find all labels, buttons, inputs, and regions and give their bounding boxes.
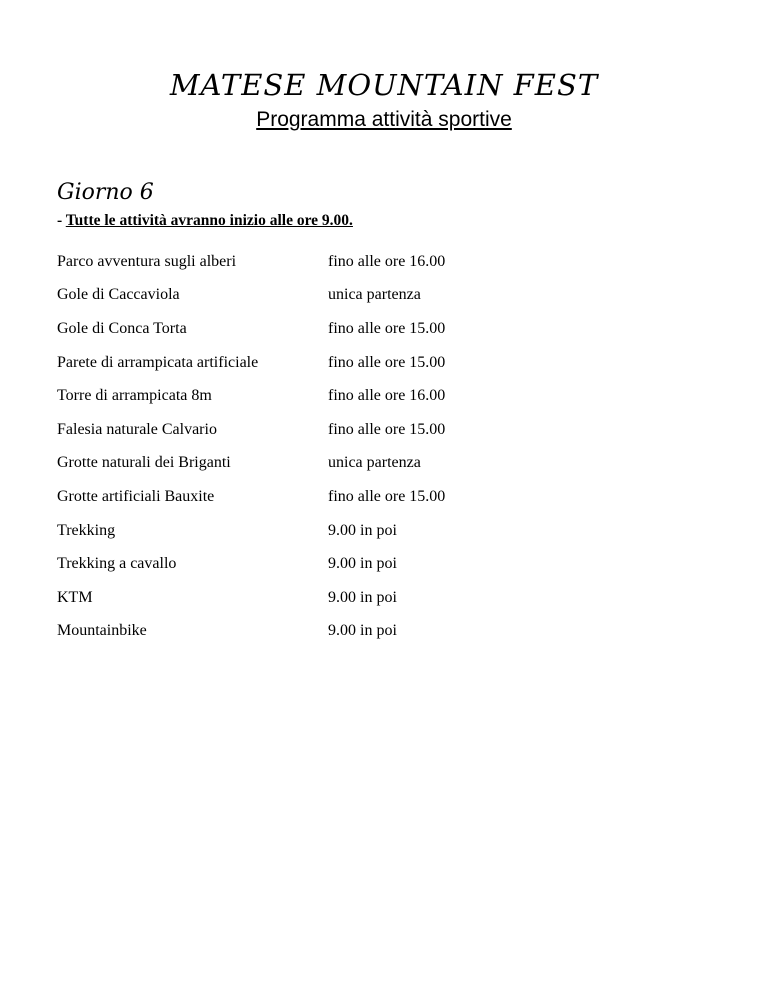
- activity-time: fino alle ore 16.00: [328, 252, 446, 270]
- activity-time: fino alle ore 16.00: [328, 387, 446, 405]
- notice-text: Tutte le attività avranno inizio alle ore 9.00.: [65, 212, 353, 229]
- activity-name: Trekking a cavallo: [57, 555, 177, 573]
- day-heading: Giorno 6: [57, 180, 154, 205]
- schedule-row: [57, 447, 557, 481]
- activity-name: Parete di arrampicata artificiale: [57, 353, 259, 371]
- activity-name: Gole di Conca Torta: [57, 319, 187, 337]
- activity-time: fino alle ore 15.00: [328, 487, 446, 505]
- schedule-row: [57, 547, 557, 581]
- activity-time: 9.00 in poi: [328, 622, 397, 640]
- activity-name: Torre di arrampicata 8m: [57, 387, 212, 405]
- schedule-row: [57, 379, 557, 413]
- activity-time: fino alle ore 15.00: [328, 420, 446, 438]
- activity-name: Gole di Caccaviola: [57, 286, 180, 304]
- activity-time: 9.00 in poi: [328, 521, 397, 539]
- activity-name: KTM: [57, 588, 93, 606]
- activity-name: Parco avventura sugli alberi: [57, 252, 237, 270]
- activity-name: Grotte artificiali Bauxite: [57, 487, 215, 505]
- activity-time: fino alle ore 15.00: [328, 353, 446, 371]
- schedule-row: [57, 514, 557, 548]
- schedule-row: [57, 312, 557, 346]
- schedule-row: [57, 279, 557, 313]
- activity-name: Grotte naturali dei Briganti: [57, 454, 231, 472]
- schedule-row: [57, 615, 557, 649]
- activity-time: unica partenza: [328, 454, 421, 472]
- activity-name: Trekking: [57, 521, 116, 539]
- activity-name: Falesia naturale Calvario: [57, 420, 217, 438]
- schedule-row: [57, 346, 557, 380]
- activity-time: 9.00 in poi: [328, 588, 397, 606]
- activity-schedule: [57, 245, 557, 648]
- schedule-row: [57, 413, 557, 447]
- schedule-row: [57, 245, 557, 279]
- notice-prefix: -: [57, 212, 66, 229]
- activity-time: fino alle ore 15.00: [328, 319, 446, 337]
- schedule-row: [57, 581, 557, 615]
- activity-time: 9.00 in poi: [328, 555, 397, 573]
- activity-time: unica partenza: [328, 286, 421, 304]
- schedule-row: [57, 480, 557, 514]
- start-time-notice: [57, 212, 353, 230]
- activity-name: Mountainbike: [57, 622, 147, 640]
- page-title: MATESE MOUNTAIN FEST: [169, 68, 599, 102]
- page-subtitle: Programma attività sportive: [256, 108, 512, 131]
